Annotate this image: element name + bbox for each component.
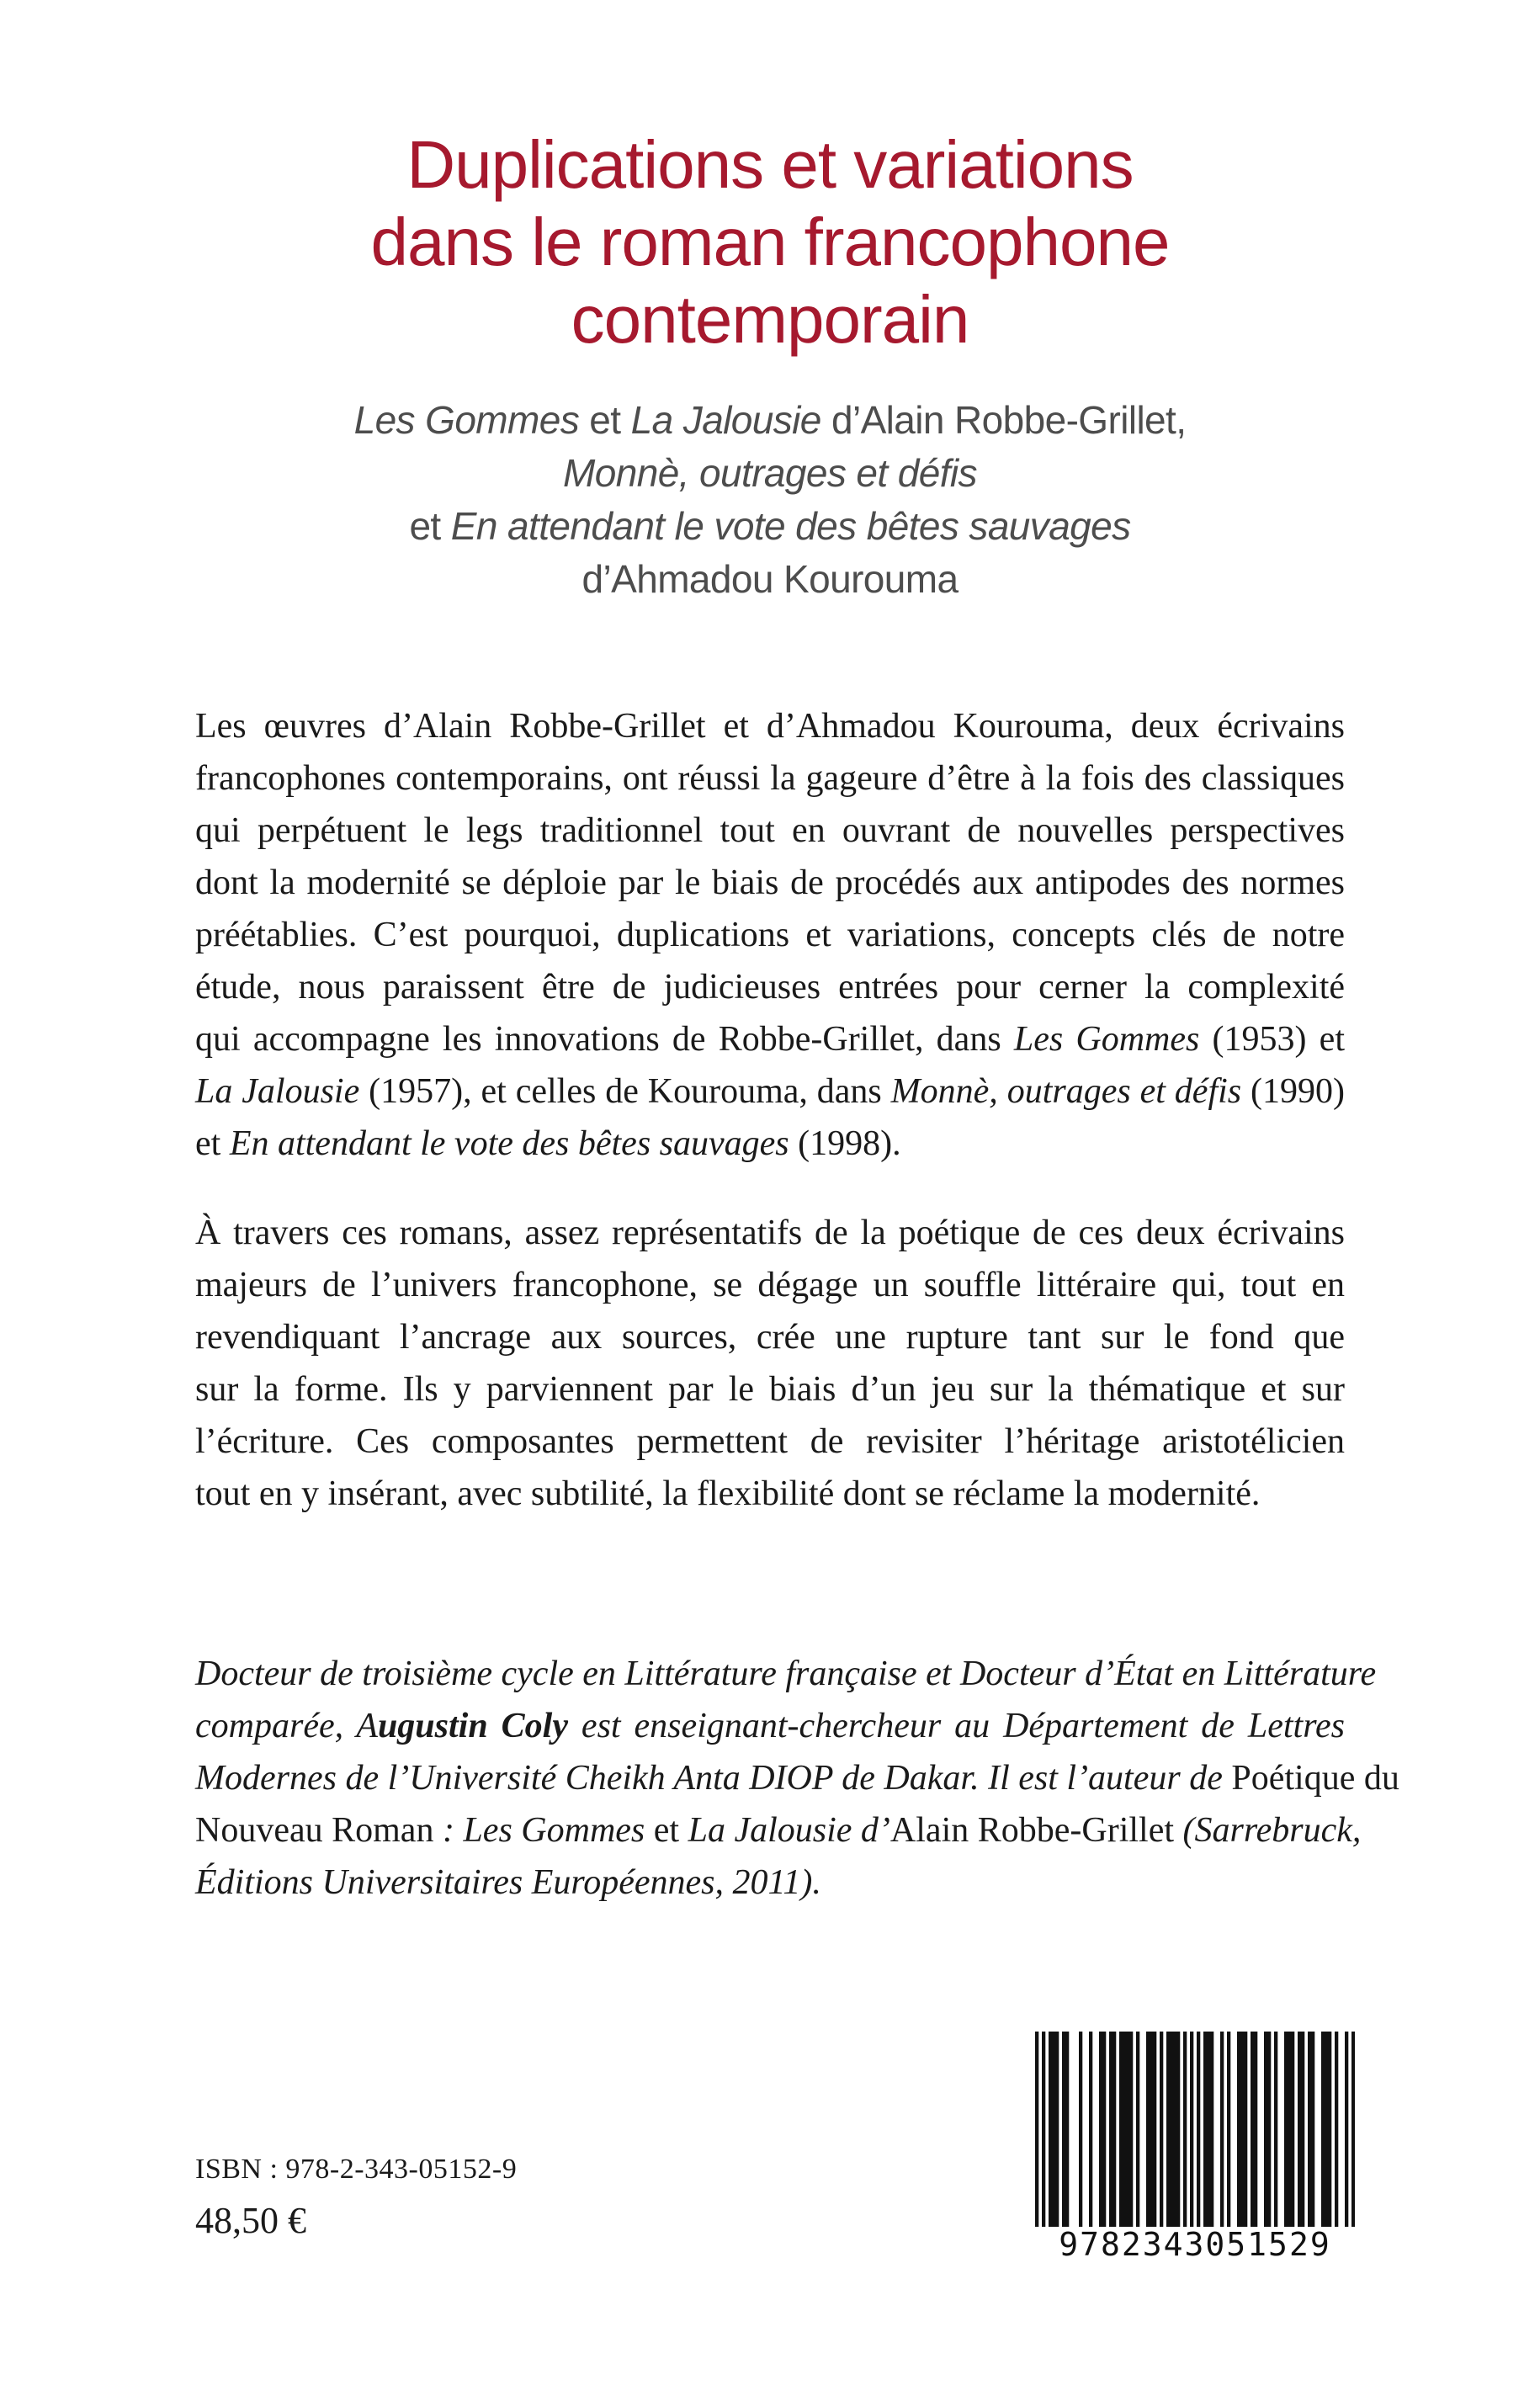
book-subtitle [168,394,1372,606]
text-run: (1990) [1241,1072,1346,1111]
author-biography [195,1648,1399,1909]
text-run: (1953) et [1199,1020,1345,1059]
barcode-bar [1055,2032,1059,2227]
barcode-bar [1150,2032,1153,2227]
barcode-bar [1351,2032,1355,2227]
text-run: (1998). [789,1124,901,1163]
barcode-bar [1311,2032,1314,2227]
paragraph-line [195,1118,1345,1170]
barcode-bar [1049,2032,1052,2227]
paragraph-line: préétablies. C’est pourquoi, duplications et variations, concepts clés de notre [195,916,1345,954]
paragraph-line: revendiquant l’ancrage aux sources, crée une rupture tant sur le fond que [195,1318,1345,1357]
barcode-bar [1042,2032,1045,2227]
barcode-bar [1301,2032,1304,2227]
barcode-bar [1264,2032,1267,2227]
barcode-bar [1166,2032,1170,2227]
barcode-bar [1173,2032,1176,2227]
subtitle-line-3 [168,500,1372,553]
book-reference: Nouveau Roman [195,1811,434,1850]
barcode-bar [1126,2032,1129,2227]
barcode-bar [1237,2032,1240,2227]
barcode-digits: 9782343051529 [1059,2226,1331,2263]
paragraph-line: francophones contemporains, ont réussi la gageure d’être à la fois des classiques [195,759,1345,798]
text-run: qui accompagne les innovations de Robbe-Grillet, dans [195,1020,1014,1059]
barcode-bar [1284,2032,1288,2227]
paragraph-line: majeurs de l’univers francophone, se dégage un souffle littéraire qui, tout en [195,1266,1345,1304]
title-line-3: contemporain [571,282,969,357]
barcode-bar [1288,2032,1291,2227]
subtitle-connector-2: et [409,504,451,548]
barcode-bar [1136,2032,1139,2227]
bio-line [195,1856,1345,1909]
barcode-bar [1335,2032,1338,2227]
barcode-bar [1190,2032,1193,2227]
barcode-bar [1062,2032,1065,2227]
barcode-bar [1227,2032,1230,2227]
text-run: Éditions Universitaires Européennes, 2011). [195,1863,821,1902]
text-run: et [195,1124,230,1163]
barcode-bar [1274,2032,1277,2227]
barcode-bar [1035,2032,1038,2227]
barcode-bar [1244,2032,1247,2227]
barcode-bar [1123,2032,1126,2227]
summary-paragraph-2 [195,1207,1345,1520]
paragraph-line: sur la forme. Ils y parviennent par le biais d’un jeu sur la thématique et sur [195,1370,1345,1409]
barcode-bar [1203,2032,1207,2227]
barcode-bar [1308,2032,1311,2227]
isbn-label: ISBN : 978-2-343-05152-9 [195,2154,518,2185]
paragraph-line: À travers ces romans, assez représentatifs de la poétique de ces deux écrivains [195,1214,1345,1252]
summary-paragraph-1 [195,700,1345,1170]
barcode-bar [1210,2032,1213,2227]
text-run: Modernes de l’Université Cheikh Anta DIOP de Dakar. Il est l’auteur de [195,1759,1232,1798]
subtitle-line-1 [168,394,1372,447]
book-title [168,126,1372,359]
title-line-2: dans le roman francophone [370,205,1170,279]
paragraph-line [195,1065,1345,1118]
barcode-bar [1220,2032,1224,2227]
barcode-bar [1207,2032,1210,2227]
text-run: est enseignant-chercheur au Département de Lettres [567,1707,1345,1745]
barcode-bars [1035,2032,1355,2227]
work-title-monne: Monnè, outrages et défis [890,1072,1242,1111]
barcode-bar [1113,2032,1116,2227]
barcode-bar [1052,2032,1055,2227]
subtitle-work-les-gommes: Les Gommes [353,398,580,442]
text-run: (Sarrebruck, [1174,1811,1362,1850]
subtitle-connector: et [579,398,631,442]
book-reference: Poétique du [1231,1759,1399,1798]
barcode-bar [1065,2032,1069,2227]
author-name: ugustin Coly [377,1707,568,1745]
barcode-bar [1298,2032,1301,2227]
bio-line [195,1804,1362,1856]
subtitle-author-kourouma: d’Ahmadou Kourouma [581,557,959,601]
paragraph-line: l’écriture. Ces composantes permettent de revisiter l’héritage aristotélicien [195,1422,1345,1461]
paragraph-line [195,1013,1345,1065]
barcode-bar [1119,2032,1123,2227]
work-title-la-jalousie: La Jalousie [195,1072,360,1111]
bio-line [195,1700,1345,1752]
barcode-bar [1325,2032,1328,2227]
barcode-bar [1197,2032,1200,2227]
bio-line [195,1648,1377,1700]
barcode-bar [1291,2032,1294,2227]
subtitle-work-la-jalousie: La Jalousie [630,398,821,442]
subtitle-work-monne: Monnè, outrages et défis [563,451,977,495]
barcode-bar [1146,2032,1150,2227]
barcode-bar [1079,2032,1082,2227]
work-title-en-attendant: En attendant le vote des bêtes sauvages [229,1124,789,1163]
paragraph-line: tout en y insérant, avec subtilité, la flexibilité dont se réclame la modernité. [195,1474,1261,1513]
barcode-bar [1254,2032,1257,2227]
barcode-bar [1129,2032,1133,2227]
paragraph-line: qui perpétuent le legs traditionnel tout en ouvrant de nouvelles perspectives [195,811,1345,850]
text-run: : [433,1811,464,1850]
barcode-bar [1109,2032,1113,2227]
barcode-bar [1345,2032,1348,2227]
barcode-bar [1328,2032,1331,2227]
text-run: (1957), et celles de Kourouma, dans [359,1072,891,1111]
subtitle-author-robbe-grillet: d’Alain Robbe-Grillet, [820,398,1187,442]
barcode-bar [1240,2032,1244,2227]
book-reference: Alain Robbe-Grillet [889,1811,1175,1850]
barcode-bar [1089,2032,1092,2227]
barcode-bar [1176,2032,1180,2227]
barcode-bar [1321,2032,1325,2227]
text-run: d’ [852,1811,890,1850]
subtitle-work-en-attendant: En attendant le vote des bêtes sauvages [450,504,1131,548]
barcode [1035,2032,1355,2264]
barcode-bar [1099,2032,1102,2227]
barcode-bar [1183,2032,1187,2227]
barcode-bar [1251,2032,1254,2227]
barcode-bar [1153,2032,1156,2227]
text-run: et [645,1811,688,1850]
paragraph-line: dont la modernité se déploie par le biais de procédés aux antipodes des normes [195,863,1345,902]
text-run: comparée, A [195,1707,378,1745]
subtitle-line-2 [168,447,1372,500]
paragraph-line: Les œuvres d’Alain Robbe-Grillet et d’Ahmadou Kourouma, deux écrivains [195,707,1345,746]
work-title-les-gommes: Les Gommes [1013,1020,1200,1059]
work-title: Les Gommes [463,1811,645,1850]
bio-line [195,1752,1399,1804]
barcode-bar [1102,2032,1106,2227]
barcode-bar [1160,2032,1163,2227]
paragraph-line: étude, nous paraissent être de judicieuses entrées pour cerner la complexité [195,968,1345,1007]
barcode-bar [1267,2032,1271,2227]
price-label: 48,50 € [195,2200,306,2241]
barcode-bar [1170,2032,1173,2227]
work-title: La Jalousie [688,1811,852,1850]
text-run: Docteur de troisième cycle en Littérature française et Docteur d’État en Littérature [195,1655,1377,1693]
title-line-1: Duplications et variations [406,127,1134,202]
